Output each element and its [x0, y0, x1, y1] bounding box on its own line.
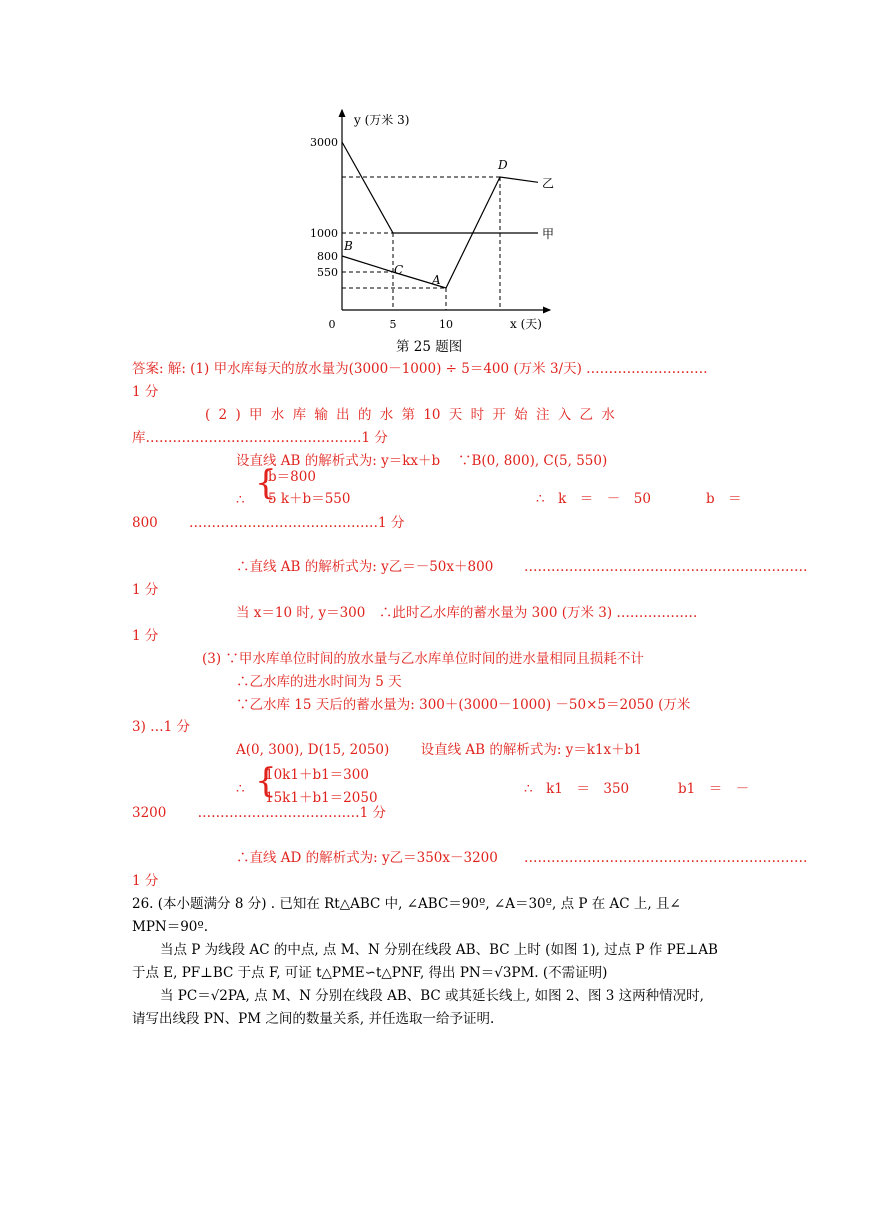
answer-line-5: (3) ∵甲水库单位时间的放水量与乙水库单位时间的进水量相同且损耗不计	[202, 651, 644, 667]
answer-dots-2: ………………………………………………………	[524, 850, 808, 866]
y-tick-label-3: 800	[317, 250, 338, 263]
result-1-b: b ＝	[706, 491, 742, 507]
line-chart	[300, 100, 580, 360]
answer-line-ab-score: 1 分	[132, 582, 159, 598]
x-axis-label: x (天)	[510, 317, 542, 331]
point-label-B: B	[344, 239, 353, 253]
answer-line-1-score: 1 分	[132, 384, 159, 400]
x-tick-label-1: 0	[328, 318, 336, 331]
result-2-k: ∴ k1 ＝ 350	[524, 781, 630, 797]
x-tick-label-3: 10	[439, 318, 453, 331]
brace-2: {	[255, 761, 277, 801]
y-axis-label: y (万米 3)	[354, 113, 410, 127]
figure-caption: 第 25 题图	[396, 339, 463, 355]
answer-line-6: ∴乙水库的进水时间为 5 天	[236, 674, 402, 690]
system-2-eq1: 10k1＋b1＝300	[265, 767, 369, 783]
problem-26-line-5: 请写出线段 PN、PM 之间的数量关系, 并任选取一给予证明.	[132, 1011, 495, 1027]
answer-line-4: 当 x＝10 时, y＝300 ∴此时乙水库的蓄水量为 300 (万米 3) ………………	[236, 605, 698, 621]
point-label-A: A	[432, 273, 441, 287]
y-tick-label-2: 1000	[310, 227, 338, 240]
x-tick-label-2: 5	[389, 318, 397, 331]
point-label-C: C	[394, 263, 404, 277]
answer-line-7-score: 3) …1 分	[132, 719, 191, 735]
point-label-D: D	[498, 158, 508, 172]
answer-line-4-score: 1 分	[132, 628, 159, 644]
series-label-1: 甲	[542, 227, 555, 241]
y-tick-label-1: 3000	[310, 136, 338, 149]
answer-line-8: A(0, 300), D(15, 2050) 设直线 AB 的解析式为: y＝k1x＋b1	[236, 742, 642, 758]
answer-line-2b: 库…………………………………………1 分	[132, 430, 388, 446]
system-1-eq1: b＝800	[268, 469, 316, 485]
result-1-b-value: 800 ……………………………………1 分	[132, 515, 405, 531]
problem-26-line-1: 26. (本小题满分 8 分) . 已知在 Rt△ABC 中, ∠ABC＝90º, ∠A＝30º, 点 P 在 AC 上, 且∠	[132, 896, 681, 912]
answer-line-2: ( 2 ) 甲 水 库 输 出 的 水 第 10 天 时 开 始 注 入 乙 水	[205, 407, 615, 423]
result-2-b-value: 3200 ………………………………1 分	[132, 805, 387, 821]
answer-line-7: ∵乙水库 15 天后的蓄水量为: 300＋(3000－1000) －50×5＝2050 (万米	[236, 697, 691, 713]
result-2-b: b1 ＝ －	[678, 781, 750, 797]
series-lines	[342, 142, 538, 288]
problem-26-line-3: 于点 E, PF⊥BC 于点 F, 可证 t△PME∽t△PNF, 得出 PN＝√3PM. (不需证明)	[132, 965, 608, 981]
answer-line-3: 设直线 AB 的解析式为: y＝kx＋b ∵B(0, 800), C(5, 550)	[236, 453, 608, 469]
problem-26-line-2: 当点 P 为线段 AC 的中点, 点 M、N 分别在线段 AB、BC 上时 (如图 1), 过点 P 作 PE⊥AB	[160, 942, 718, 958]
series-line-1	[342, 142, 538, 233]
chart-figure	[300, 100, 580, 364]
y-tick-label-4: 550	[317, 266, 338, 279]
result-1-k: ∴ k ＝ － 50	[536, 491, 651, 507]
system-2-eq2: 15k1＋b1＝2050	[265, 790, 378, 806]
system-1-eq2: 5 k＋b＝550	[268, 491, 351, 507]
answer-line-ab: ∴直线 AB 的解析式为: y乙＝－50x＋800	[236, 559, 494, 575]
guide-lines	[342, 177, 500, 310]
brace-1: {	[255, 463, 277, 503]
therefore-2: ∴	[236, 781, 245, 797]
answer-line-ad: ∴直线 AD 的解析式为: y乙＝350x－3200	[236, 850, 498, 866]
therefore-1: ∴	[236, 492, 245, 508]
answer-line-1: 答案: 解: (1) 甲水库每天的放水量为(3000－1000) ÷ 5＝400 (万米 3/天) ………………………	[132, 361, 708, 377]
answer-line-ad-score: 1 分	[132, 873, 159, 889]
chart-labels	[310, 112, 554, 331]
problem-26-line-4: 当 PC＝√2PA, 点 M、N 分别在线段 AB、BC 或其延长线上, 如图 2、图 3 这两种情况时,	[160, 988, 704, 1004]
answer-dots-1: ………………………………………………………	[524, 559, 808, 575]
problem-26-line-1b: MPN＝90º.	[132, 919, 209, 935]
series-label-2: 乙	[542, 176, 555, 191]
